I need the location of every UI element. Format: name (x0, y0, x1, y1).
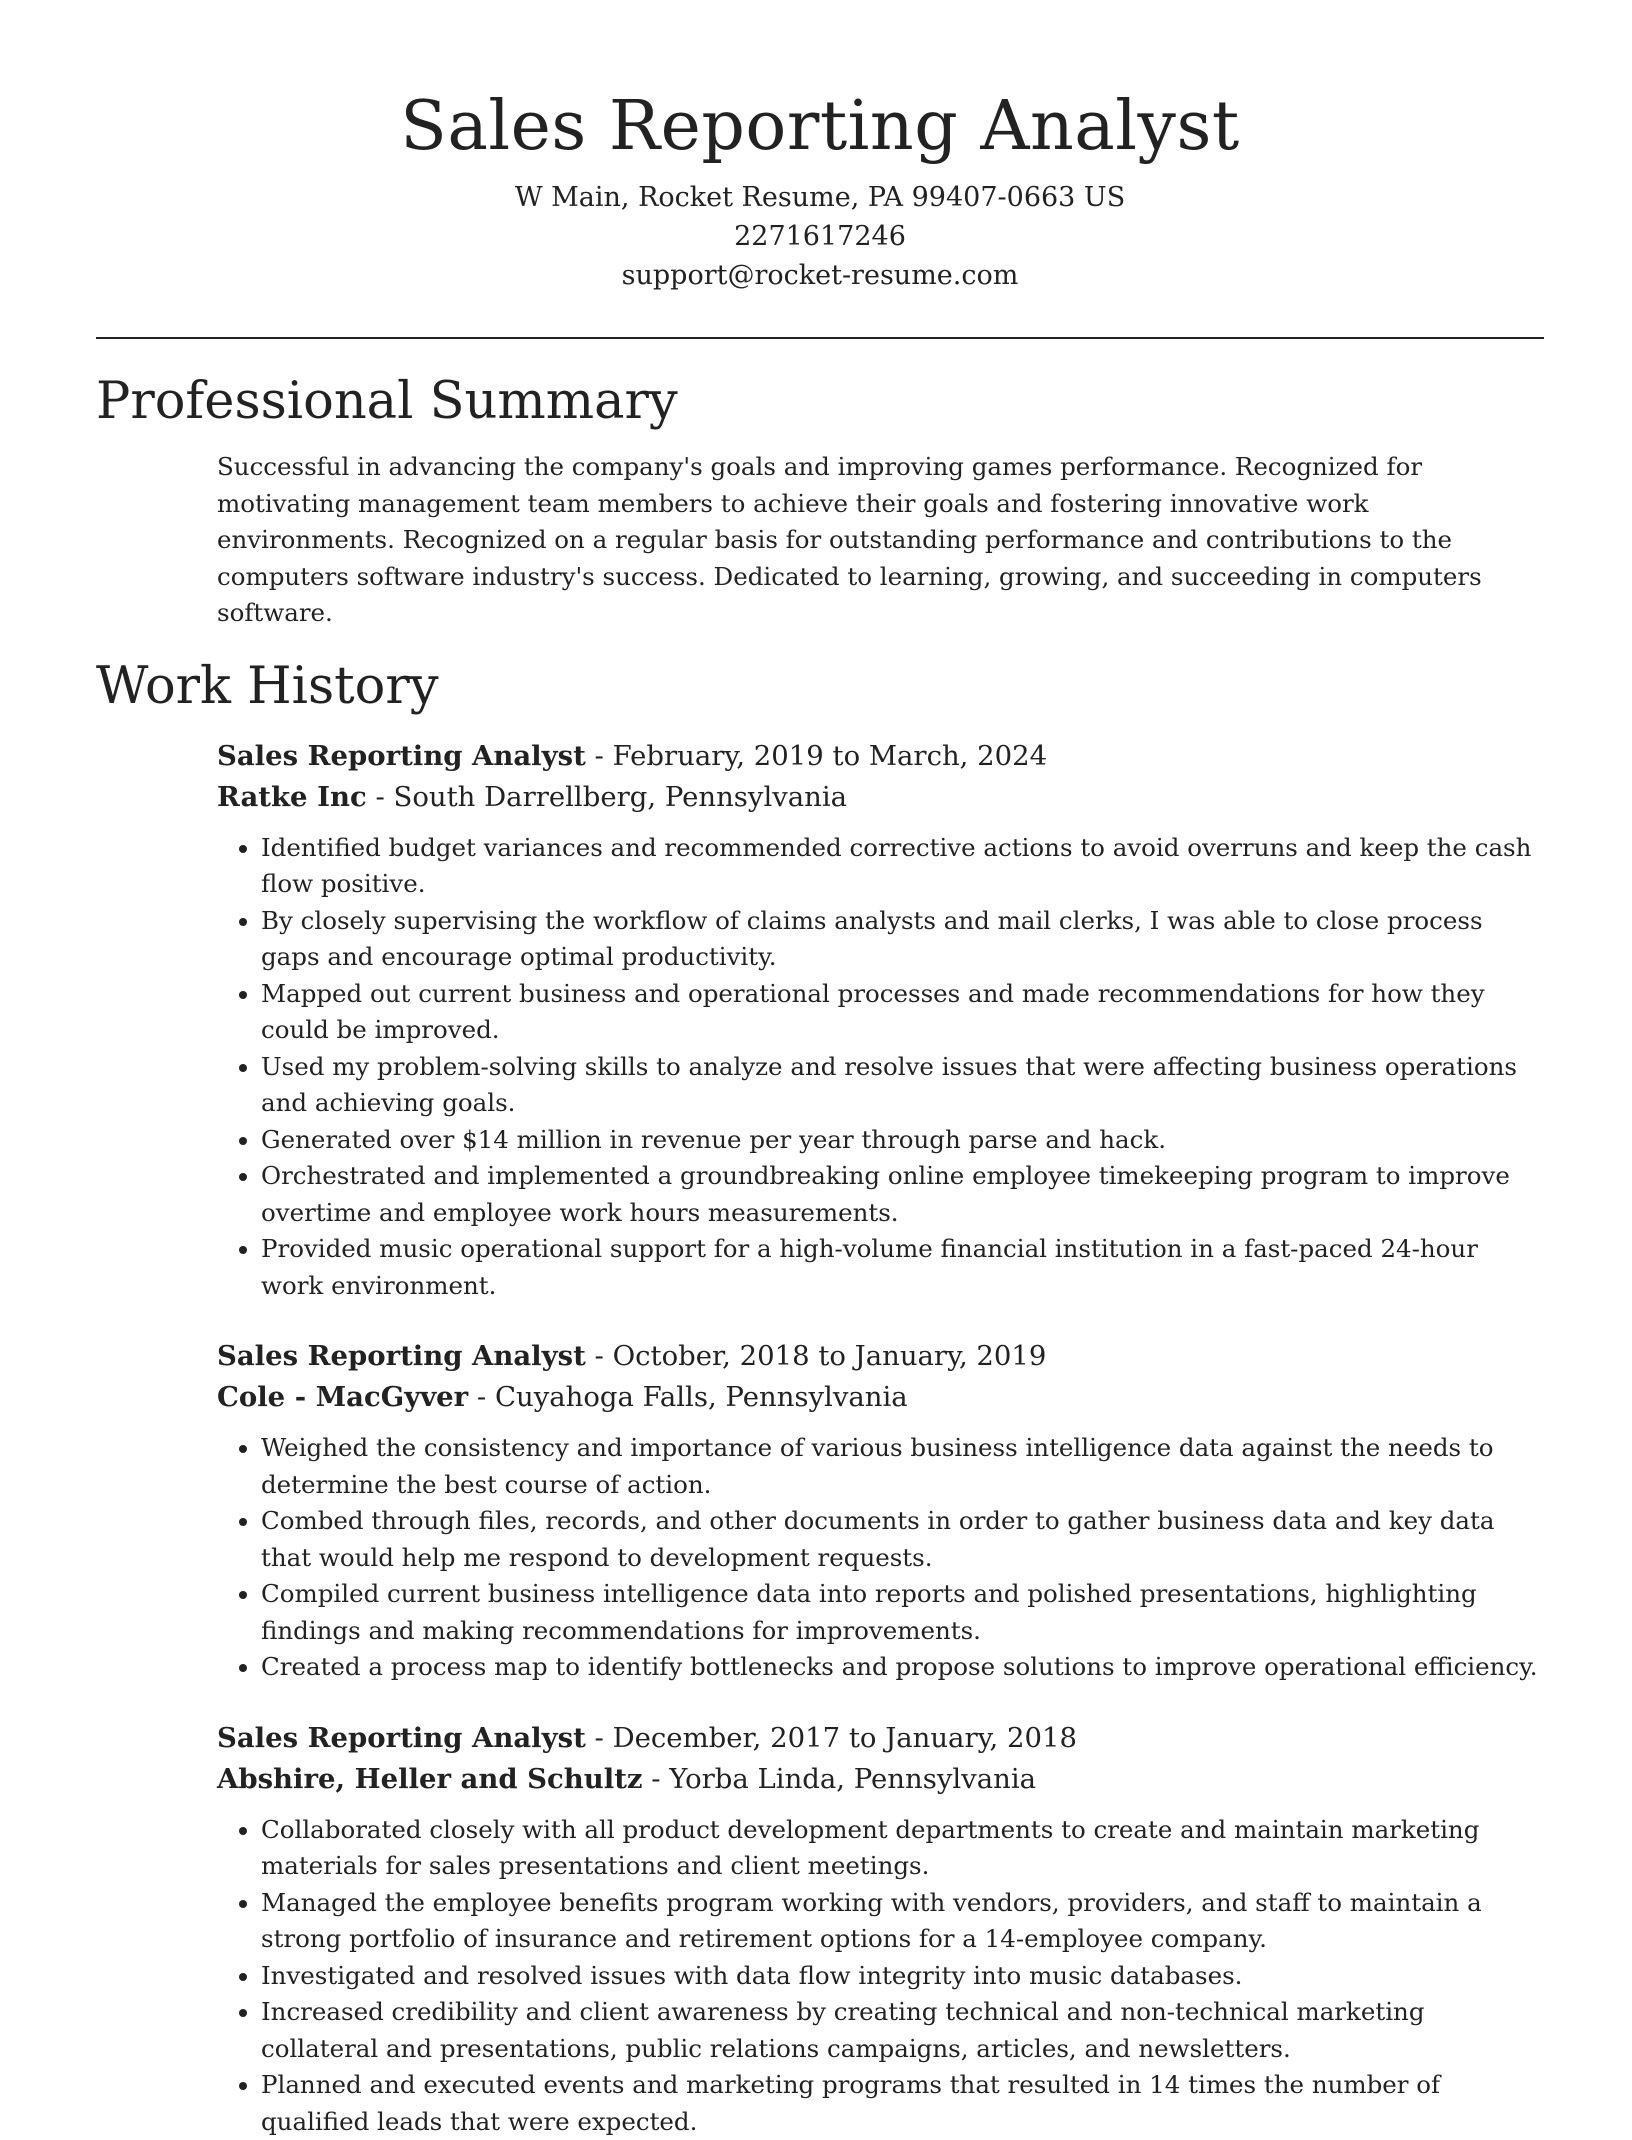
job-bullet: • Investigated and resolved issues with data flow integrity into music databases. (261, 1958, 1544, 1995)
job-title-line (217, 736, 1544, 777)
job-role: Sales Reporting Analyst (217, 740, 586, 772)
job-dates: - December, 2017 to January, 2018 (586, 1722, 1077, 1754)
contact-email: support@rocket-resume.com (96, 256, 1544, 295)
contact-phone: 2271617246 (96, 217, 1544, 256)
job-bullet: • Mapped out current business and operational processes and made recommendations for how they could be improved. (261, 976, 1544, 1049)
job-role: Sales Reporting Analyst (217, 1722, 586, 1754)
summary-heading: Professional Summary (96, 371, 1544, 433)
job-company-line (217, 1377, 1544, 1418)
job-entry (217, 1336, 1544, 1686)
job-company: Ratke Inc (217, 781, 367, 813)
job-location: - South Darrellberg, Pennsylvania (367, 781, 847, 813)
job-bullets (217, 830, 1544, 1305)
job-entry (217, 1718, 1544, 2140)
job-bullet: • Weighed the consistency and importance of various business intelligence data against the needs to determine the best course of action. (261, 1430, 1544, 1503)
job-bullet: • Increased credibility and client awareness by creating technical and non-technical marketing collateral and presentations, public relations campaigns, articles, and newsletters. (261, 1994, 1544, 2067)
job-role: Sales Reporting Analyst (217, 1340, 586, 1372)
job-bullet: • By closely supervising the workflow of claims analysts and mail clerks, I was able to close process gaps and encourage optimal productivity. (261, 903, 1544, 976)
resume-header (96, 0, 1544, 295)
job-bullet: • Managed the employee benefits program working with vendors, providers, and staff to maintain a strong portfolio of insurance and retirement options for a 14-employee company. (261, 1885, 1544, 1958)
job-bullet: • Created a process map to identify bottlenecks and propose solutions to improve operational efficiency. (261, 1649, 1544, 1686)
job-bullet: • Used my problem-solving skills to analyze and resolve issues that were affecting business operations and achieving goals. (261, 1049, 1544, 1122)
job-bullet: • Combed through files, records, and other documents in order to gather business data and key data that would help me respond to development requests. (261, 1503, 1544, 1576)
job-company: Abshire, Heller and Schultz (217, 1763, 643, 1795)
job-company-line (217, 777, 1544, 818)
job-title-line (217, 1718, 1544, 1759)
job-bullet: • Planned and executed events and marketing programs that resulted in 14 times the number of qualified leads that were expected. (261, 2067, 1544, 2140)
summary-text: Successful in advancing the company's goals and improving games performance. Recognized for motivating management team members to achieve their goals and fostering innovative work environments. Recognized on a regular basis for outstanding performance and contributions to the computers software industry's success. Dedicated to learning, growing, and succeeding in computers software. (217, 449, 1544, 632)
job-bullet: • Orchestrated and implemented a groundbreaking online employee timekeeping program to improve overtime and employee work hours measurements. (261, 1158, 1544, 1231)
job-location: - Cuyahoga Falls, Pennsylvania (468, 1381, 908, 1413)
job-bullet: • Identified budget variances and recommended corrective actions to avoid overruns and keep the cash flow positive. (261, 830, 1544, 903)
job-dates: - February, 2019 to March, 2024 (586, 740, 1047, 772)
resume-page (96, 0, 1544, 2140)
contact-info (96, 178, 1544, 295)
contact-address: W Main, Rocket Resume, PA 99407-0663 US (96, 178, 1544, 217)
candidate-name: Sales Reporting Analyst (96, 86, 1544, 168)
job-location: - Yorba Linda, Pennsylvania (643, 1763, 1036, 1795)
job-dates: - October, 2018 to January, 2019 (586, 1340, 1047, 1372)
job-bullets (217, 1812, 1544, 2140)
job-entry (217, 736, 1544, 1305)
job-bullet: • Compiled current business intelligence data into reports and polished presentations, highlighting findings and making recommendations for improvements. (261, 1576, 1544, 1649)
job-company: Cole - MacGyver (217, 1381, 468, 1413)
job-bullet: • Generated over $14 million in revenue per year through parse and hack. (261, 1122, 1544, 1159)
job-bullet: • Provided music operational support for a high-volume financial institution in a fast-paced 24-hour work environment. (261, 1231, 1544, 1304)
job-company-line (217, 1759, 1544, 1800)
job-title-line (217, 1336, 1544, 1377)
work-history-heading: Work History (96, 656, 1544, 718)
job-bullet: • Collaborated closely with all product development departments to create and maintain marketing materials for sales presentations and client meetings. (261, 1812, 1544, 1885)
job-bullets (217, 1430, 1544, 1686)
header-divider (96, 337, 1544, 339)
